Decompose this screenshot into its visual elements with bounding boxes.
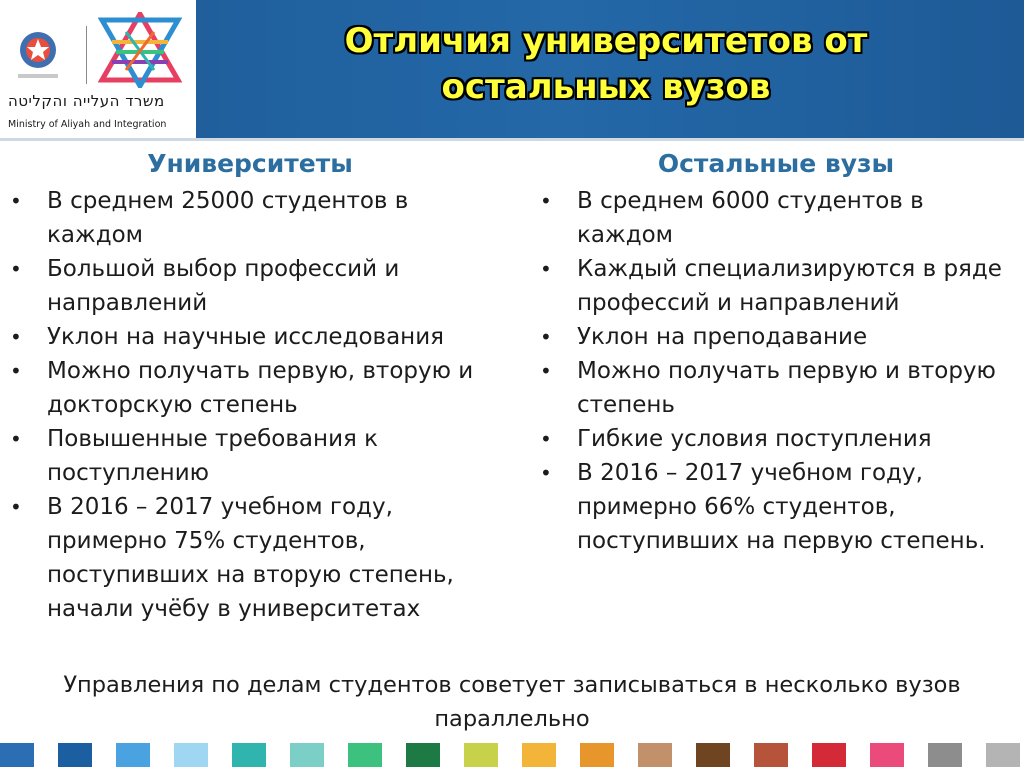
- universities-list: [6, 184, 496, 626]
- list-item: • В 2016 – 2017 учебном году, примерно 66% студентов, поступивших на первую степень.: [536, 456, 1022, 558]
- colleges-list: [536, 184, 1022, 558]
- universities-heading: Университеты: [147, 149, 353, 178]
- slide-title-line-2: остальных вузов: [441, 67, 771, 107]
- color-swatch: [348, 743, 382, 767]
- color-swatch: [638, 743, 672, 767]
- color-swatch: [174, 743, 208, 767]
- color-swatch: [754, 743, 788, 767]
- list-item: • Уклон на научные исследования: [6, 320, 496, 354]
- list-item: • В 2016 – 2017 учебном году, примерно 75% студентов, поступивших на вторую степень, начали учёбу в университетах: [6, 490, 496, 626]
- list-item: • В среднем 25000 студентов в каждом: [6, 184, 496, 252]
- color-swatch: [986, 743, 1020, 767]
- color-swatch: [58, 743, 92, 767]
- color-swatch: [522, 743, 556, 767]
- logo-caption-mark: [18, 74, 58, 78]
- header-divider: [0, 138, 1024, 141]
- color-swatch: [928, 743, 962, 767]
- ministry-logo-panel: [0, 0, 196, 138]
- color-swatch: [0, 743, 34, 767]
- list-item: • Повышенные требования к поступлению: [6, 422, 496, 490]
- slide-title-line-1: Отличия университетов от: [344, 21, 868, 61]
- color-swatch: [580, 743, 614, 767]
- ministry-star-icon: [16, 28, 60, 72]
- logo-divider: [86, 26, 87, 84]
- color-swatch: [116, 743, 150, 767]
- list-item: • В среднем 6000 студентов в каждом: [536, 184, 1022, 252]
- color-swatch: [406, 743, 440, 767]
- slide-title: [256, 18, 956, 110]
- color-swatch: [464, 743, 498, 767]
- list-item: • Можно получать первую и вторую степень: [536, 354, 1022, 422]
- color-swatch: [232, 743, 266, 767]
- list-item: • Уклон на преподавание: [536, 320, 1022, 354]
- logo-hebrew-text: משרד העלייה והקליטה: [8, 92, 165, 110]
- color-swatch-strip: [0, 743, 1024, 767]
- list-item: • Каждый специализируются в ряде профессий и направлений: [536, 252, 1022, 320]
- color-swatch: [812, 743, 846, 767]
- list-item: • Гибкие условия поступления: [536, 422, 1022, 456]
- color-swatch: [290, 743, 324, 767]
- color-swatch: [696, 743, 730, 767]
- star-of-david-logo-icon: [98, 12, 182, 88]
- logo-english-text: Ministry of Aliyah and Integration: [8, 119, 167, 130]
- colleges-heading: Остальные вузы: [657, 149, 895, 178]
- footer-note: Управления по делам студентов советует записываться в несколько вузов параллельно: [63, 672, 961, 732]
- list-item: • Можно получать первую, вторую и докторскую степень: [6, 354, 496, 422]
- color-swatch: [870, 743, 904, 767]
- list-item: • Большой выбор профессий и направлений: [6, 252, 496, 320]
